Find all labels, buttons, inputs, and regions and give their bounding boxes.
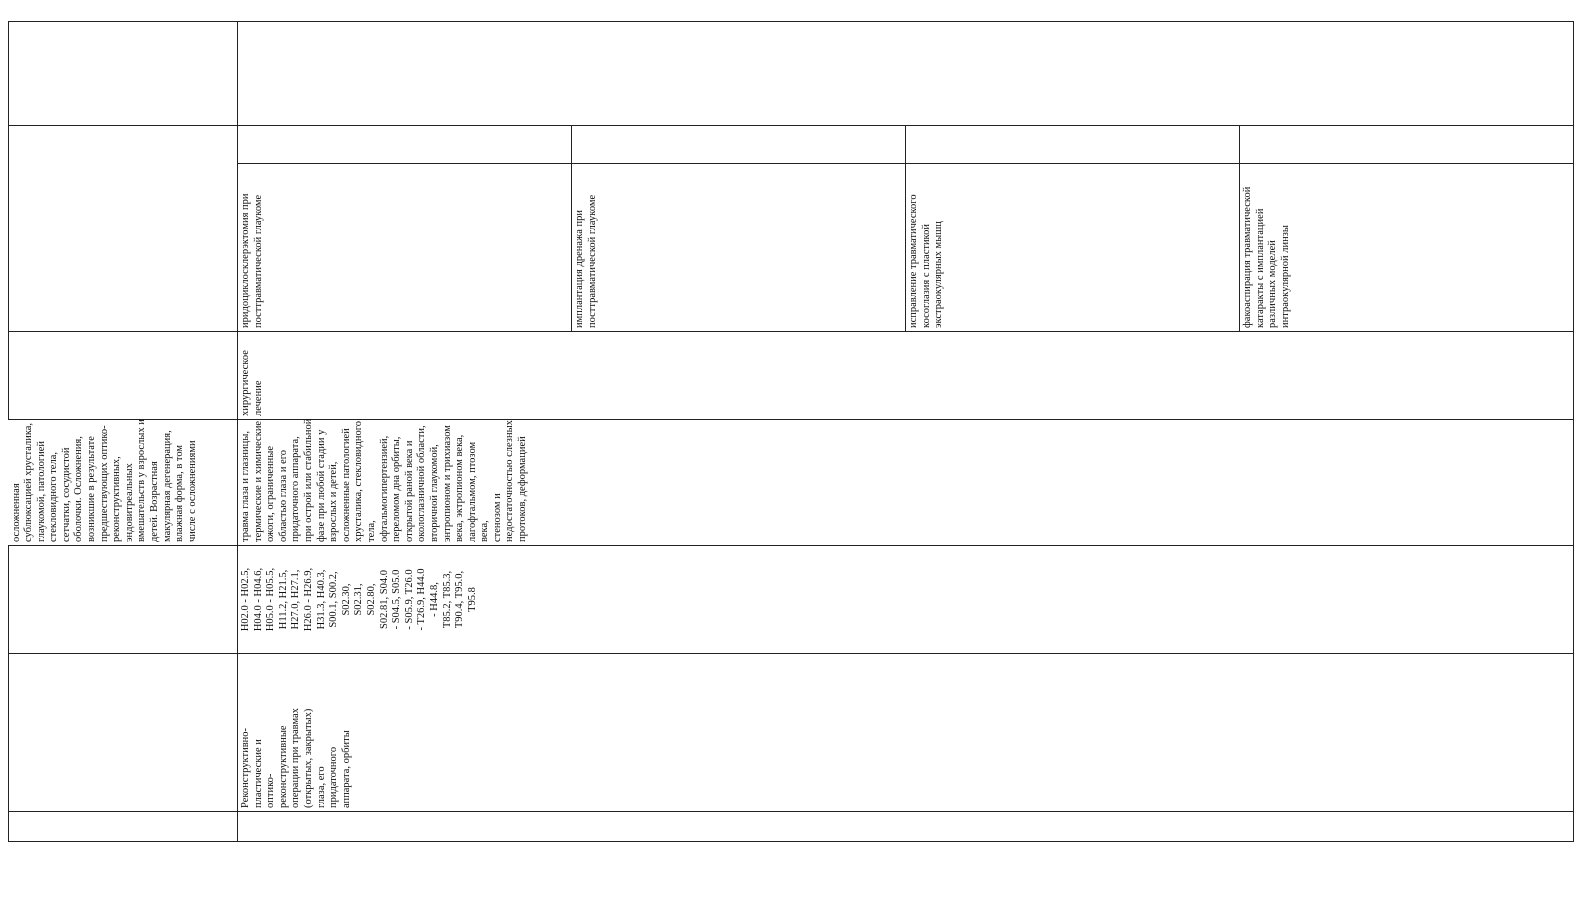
code-line: S02.30, (340, 583, 352, 616)
pathology-line: вмешательств у взрослых и (136, 419, 148, 542)
name-line: (открытых, закрытых) (302, 708, 314, 808)
pathology-line: придаточного аппарата, (290, 436, 302, 542)
code-line: T90.4, T95.0, (454, 570, 466, 629)
pathology-line: глаукомой, патологией (35, 440, 47, 542)
code-line: H02.0 - H02.5, (240, 567, 251, 632)
name-line: придаточного (328, 746, 340, 808)
pathology-line: макулярная дегенерация, (161, 430, 173, 542)
cell-name (238, 654, 1574, 812)
table-row-previous (9, 22, 238, 842)
pathology-line: офтальмогипертензией, (378, 435, 390, 542)
pathology-line: энтропионом и трихиазом (441, 425, 453, 542)
pathology-line: при острой или стабильной (302, 418, 314, 542)
pathology-line: предшествующих оптико- (98, 425, 110, 542)
method-text (1240, 164, 1574, 331)
method-line: косоглазия с пластикой (920, 224, 932, 328)
pathology-line: ожоги, ограниченные (265, 445, 277, 542)
code-line: S02.81, S04.0 (378, 570, 390, 629)
pathology-line: стенозом и (491, 493, 503, 542)
method-text (572, 164, 906, 331)
pathology-line: термические и химические (252, 420, 264, 542)
cell-treatment (9, 332, 238, 420)
treatment-line: хирургическое (240, 350, 251, 416)
treatment-line: лечение (252, 380, 264, 416)
code-line: - S04.5, S05.0 (391, 569, 403, 630)
code-line: H05.0 - H05.5, (265, 567, 277, 632)
cell-name (9, 654, 238, 812)
method-row (572, 126, 906, 331)
method-line: посттравматической глаукоме (252, 194, 264, 328)
pathology-line: влажная форма, в том (174, 444, 186, 542)
pathology-line: числе с осложнениями (186, 440, 198, 542)
cell-pathology (238, 420, 1574, 546)
pathology-line: детей. Возрастная (149, 461, 161, 542)
name-line: глаза, его (315, 766, 327, 808)
code-line: H26.0 - H26.9, (302, 567, 314, 632)
pathology-line: окологлазничной области, (416, 425, 428, 542)
method-side-cell (1240, 126, 1574, 164)
cell-volume (9, 22, 238, 126)
cell-codes (9, 546, 238, 654)
pathology-line: вторичной глаукомой, (428, 444, 440, 542)
table-row-trauma (238, 22, 1574, 842)
pathology-line: возникшие в результате (86, 436, 98, 542)
code-line: H27.0, H27.1, (290, 569, 302, 630)
pathology-line: открытой раной века и (403, 440, 415, 542)
code-line: H31.3, H40.3, (315, 569, 327, 630)
pathology-line: осложненная (10, 483, 22, 542)
cell-methods (238, 126, 1574, 332)
method-line: интраокулярной линзы (1279, 225, 1291, 328)
name-line: операции при травмах (290, 708, 302, 808)
pathology-line: травма глаза и глазницы, (240, 431, 251, 542)
method-row (238, 126, 572, 331)
method-line: имплантация дренажа при (574, 209, 585, 328)
code-line: - H44.8, (428, 582, 440, 617)
code-line: - T26.9, H44.0 (416, 568, 428, 631)
method-line: различных моделей (1267, 240, 1279, 328)
pathology-line: оболочки. Осложнения, (73, 436, 85, 542)
procedures-table (8, 21, 1574, 842)
code-line: S00.1, S00.2, (328, 571, 340, 628)
method-line: исправление травматического (908, 194, 919, 328)
method-row (906, 126, 1240, 331)
cell-number (238, 812, 1574, 842)
cell-treatment (238, 332, 1574, 420)
cell-volume (238, 22, 1574, 126)
method-line: иридоциклосклерэктомия при (240, 193, 251, 328)
method-line: экстраокулярных мышц (933, 221, 945, 328)
cell-codes (238, 546, 1574, 654)
method-line: катаракты с имплантацией (1254, 208, 1266, 328)
name-line: оптико- (265, 773, 277, 808)
name-line: реконструктивные (277, 725, 289, 808)
cell-number (9, 812, 238, 842)
method-side-cell (238, 126, 572, 164)
code-line: H11.2, H21.5, (277, 569, 289, 630)
method-side-cell (572, 126, 906, 164)
pathology-line: лагофтальмом, птозом (466, 441, 478, 542)
pathology-line: века, (479, 520, 491, 542)
pathology-line: хрусталика, стекловидного (353, 420, 365, 542)
method-side-cell (906, 126, 1240, 164)
method-line: факоаспирация травматической (1242, 186, 1253, 328)
code-line: S02.80, (365, 583, 377, 616)
pathology-line: протоков, деформацией (517, 436, 529, 542)
pathology-line: взрослых и детей, (328, 461, 340, 542)
method-text (238, 164, 572, 331)
pathology-line: областью глаза и его (277, 449, 289, 542)
methods-subtable (238, 126, 1573, 331)
code-line: T85.2, T85.3, (441, 570, 453, 629)
pathology-line: тела, (365, 520, 377, 542)
pathology-line: недостаточностью слезных (504, 420, 516, 542)
pathology-line: стекловидного тела, (48, 452, 60, 542)
pathology-line: фазе при любой стадии у (315, 429, 327, 542)
pathology-line: переломом дна орбиты, (391, 436, 403, 542)
method-row (1240, 126, 1574, 331)
cell-methods (9, 126, 238, 332)
pathology-line: реконструктивных, (111, 456, 123, 542)
name-line: пластические и (252, 739, 264, 808)
code-line: - S05.9, T26.0 (403, 569, 415, 630)
name-line: Реконструктивно- (240, 727, 251, 808)
code-line: H04.0 - H04.6, (252, 567, 264, 632)
pathology-line: сетчатки, сосудистой (60, 447, 72, 542)
pathology-line: сублюксацией хрусталика, (23, 422, 35, 542)
method-text (906, 164, 1240, 331)
pathology-line: века, эктропионом века, (454, 434, 466, 542)
name-line: аппарата, орбиты (340, 730, 352, 808)
code-line: T95.8 (466, 587, 478, 612)
method-line: посттравматической глаукоме (586, 194, 598, 328)
code-line: S02.31, (353, 583, 365, 616)
cell-pathology (9, 420, 238, 546)
rotated-sheet (8, 22, 1291, 842)
pathology-line: эндовитреальных (123, 463, 135, 542)
pathology-line: осложненные патологией (340, 428, 352, 542)
